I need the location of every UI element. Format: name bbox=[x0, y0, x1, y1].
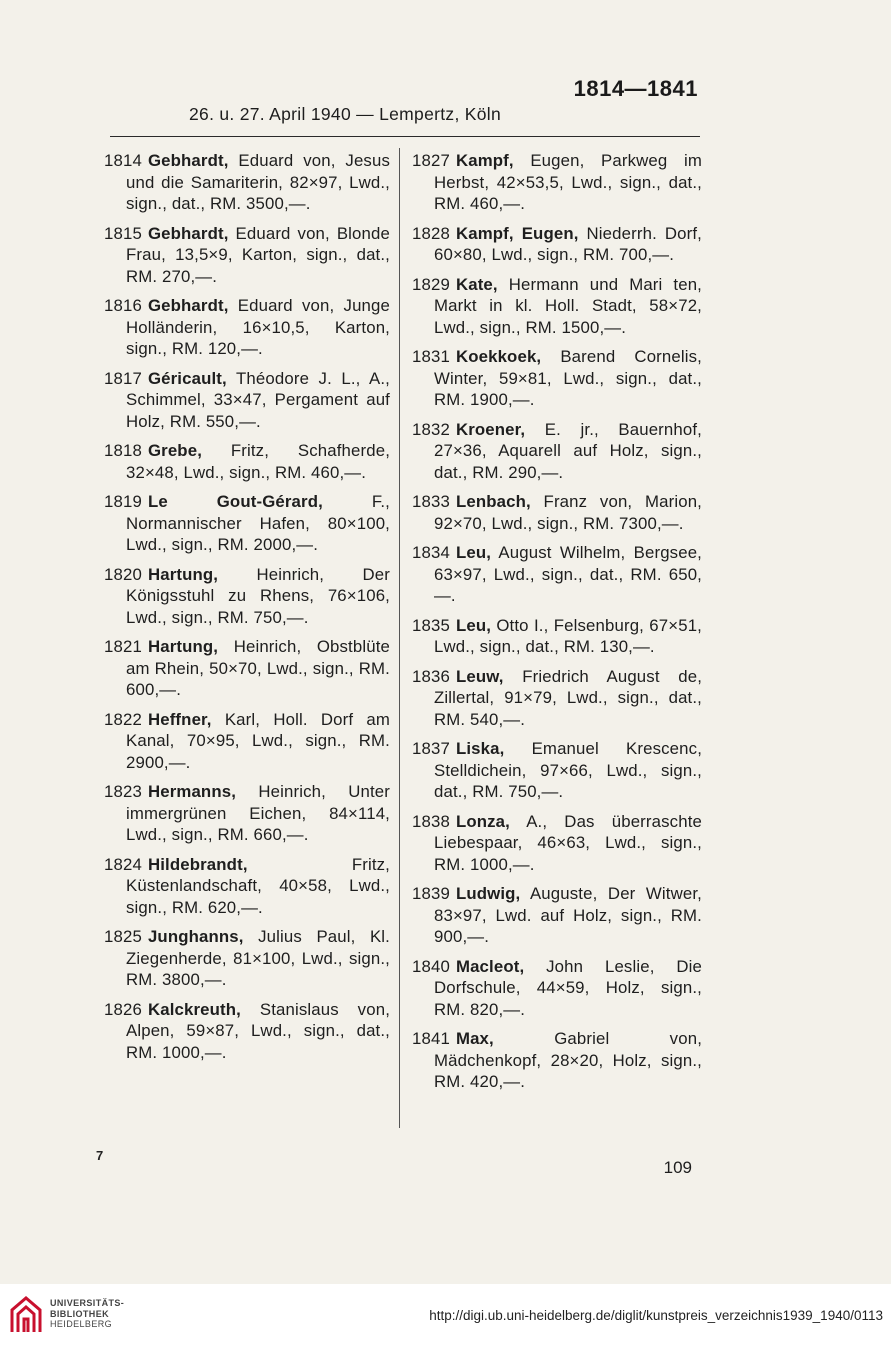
artist-name: Kate, bbox=[455, 274, 498, 294]
lot-description: August Wilhelm, Bergsee, 63×97, Lwd., sign., dat., RM. 650,—. bbox=[434, 543, 702, 605]
lot-description: F., Normannischer Hafen, 80×100, Lwd., sign., RM. 2000,—. bbox=[126, 492, 390, 554]
lot-number: 1840 bbox=[412, 956, 450, 976]
viewer-footer bbox=[0, 1284, 891, 1348]
library-name-line3: HEIDELBERG bbox=[50, 1319, 113, 1329]
right-column bbox=[412, 150, 702, 1101]
lot-description: Niederrh. Dorf, 60×80, Lwd., sign., RM. 700,—. bbox=[434, 223, 702, 264]
lot-description: John Leslie, Die Dorfschule, 44×59, Holz, sign., RM. 820,—. bbox=[434, 956, 702, 1019]
catalog-entry bbox=[104, 564, 390, 629]
lot-description: Barend Cornelis, Winter, 59×81, Lwd., sign., dat., RM. 1900,—. bbox=[434, 347, 702, 409]
lot-description: Emanuel Krescenc, Stelldichein, 97×66, Lwd., sign., dat., RM. 750,—. bbox=[434, 739, 703, 801]
lot-description: Fritz, Küstenlandschaft, 40×58, Lwd., sign., RM. 620,—. bbox=[126, 854, 390, 917]
catalog-entry bbox=[104, 295, 390, 360]
lot-number: 1832 bbox=[412, 419, 450, 439]
library-name bbox=[50, 1298, 124, 1330]
artist-name: Hartung, bbox=[147, 637, 219, 656]
lot-number: 1839 bbox=[412, 884, 450, 903]
lot-number: 1836 bbox=[412, 666, 450, 686]
catalog-entry bbox=[412, 666, 702, 731]
catalog-entry bbox=[412, 738, 702, 803]
catalog-entry bbox=[104, 150, 390, 215]
lot-description: Eduard von, Jesus und die Samariterin, 82×97, Lwd., sign., dat., RM. 3500,—. bbox=[126, 151, 390, 213]
artist-name: Ludwig, bbox=[455, 884, 521, 903]
catalog-entry bbox=[104, 999, 390, 1064]
catalog-entry bbox=[104, 223, 390, 288]
lot-number: 1824 bbox=[104, 854, 142, 874]
running-header: 26. u. 27. April 1940 — Lempertz, Köln bbox=[189, 104, 501, 124]
artist-name: Liska, bbox=[455, 739, 505, 758]
lot-description: Heinrich, Der Königsstuhl zu Rhens, 76×106, Lwd., sign., RM. 750,—. bbox=[126, 564, 390, 627]
catalog-entry bbox=[412, 346, 702, 411]
lot-description: Heinrich, Unter immergrünen Eichen, 84×114, Lwd., sign., RM. 660,—. bbox=[126, 782, 390, 844]
signature-mark: 7 bbox=[96, 1148, 104, 1163]
artist-name: Lonza, bbox=[455, 811, 510, 831]
artist-name: Gebhardt, bbox=[147, 151, 229, 170]
artist-name: Lenbach, bbox=[455, 492, 531, 511]
artist-name: Hartung, bbox=[147, 564, 219, 584]
artist-name: Max, bbox=[455, 1029, 494, 1048]
column-divider bbox=[399, 148, 400, 1128]
artist-name: Hermanns, bbox=[147, 782, 237, 801]
lot-number: 1821 bbox=[104, 637, 142, 656]
catalog-entry bbox=[412, 1028, 702, 1093]
artist-name: Macleot, bbox=[455, 956, 525, 976]
catalog-entry bbox=[412, 542, 702, 607]
library-logo-icon bbox=[8, 1292, 44, 1336]
lot-number: 1833 bbox=[412, 492, 450, 511]
artist-name: Leu, bbox=[455, 543, 492, 562]
lot-number: 1815 bbox=[104, 223, 142, 243]
artist-name: Koekkoek, bbox=[455, 347, 542, 366]
lot-number: 1838 bbox=[412, 811, 450, 831]
lot-description: Stanislaus von, Alpen, 59×87, Lwd., sign., dat., RM. 1000,—. bbox=[126, 999, 391, 1062]
artist-name: Grebe, bbox=[147, 441, 202, 460]
catalog-entry bbox=[104, 926, 390, 991]
library-name-line1: UNIVERSITÄTS- bbox=[50, 1298, 125, 1308]
lot-description: Eduard von, Junge Holländerin, 16×10,5, Karton, sign., RM. 120,—. bbox=[126, 296, 390, 358]
artist-name: Gebhardt, bbox=[147, 296, 229, 315]
artist-name: Gebhardt, bbox=[147, 223, 229, 243]
catalog-entry bbox=[412, 223, 702, 266]
lot-description: Théodore J. L., A., Schimmel, 33×47, Pergament auf Holz, RM. 550,—. bbox=[126, 368, 390, 431]
lot-number: 1837 bbox=[412, 739, 450, 758]
lot-number: 1827 bbox=[412, 151, 450, 170]
page-number: 109 bbox=[663, 1158, 692, 1177]
lot-description: Gabriel von, Mädchenkopf, 28×20, Holz, sign., RM. 420,—. bbox=[434, 1029, 703, 1091]
artist-name: Géricault, bbox=[147, 368, 227, 388]
lot-description: Julius Paul, Kl. Ziegenherde, 81×100, Lwd., sign., RM. 3800,—. bbox=[126, 927, 390, 989]
lot-number: 1826 bbox=[104, 999, 142, 1019]
lot-description: A., Das überraschte Liebespaar, 46×63, Lwd., sign., RM. 1000,—. bbox=[434, 811, 703, 874]
artist-name: Junghanns, bbox=[147, 927, 244, 946]
catalog-entry bbox=[412, 956, 702, 1021]
lot-number: 1834 bbox=[412, 543, 450, 562]
lot-description: Eduard von, Blonde Frau, 13,5×9, Karton, sign., dat., RM. 270,—. bbox=[126, 223, 390, 286]
catalog-entry bbox=[104, 709, 390, 774]
catalog-entry bbox=[412, 811, 702, 876]
catalog-entry bbox=[412, 883, 702, 948]
catalog-entry bbox=[104, 491, 390, 556]
artist-name: Leu, bbox=[455, 615, 492, 635]
lot-description: Eugen, Parkweg im Herbst, 42×53,5, Lwd., sign., dat., RM. 460,—. bbox=[434, 151, 703, 213]
catalog-entry bbox=[104, 368, 390, 433]
catalog-entry bbox=[104, 781, 390, 846]
catalog-entry bbox=[412, 419, 702, 484]
lot-description: Franz von, Marion, 92×70, Lwd., sign., RM. 7300,—. bbox=[434, 492, 702, 533]
lot-description: Auguste, Der Witwer, 83×97, Lwd. auf Holz, sign., RM. 900,—. bbox=[434, 884, 702, 946]
artist-name: Kalckreuth, bbox=[147, 999, 241, 1019]
catalog-entry bbox=[104, 636, 390, 701]
lot-number: 1818 bbox=[104, 441, 142, 460]
lot-description: Heinrich, Obstblüte am Rhein, 50×70, Lwd., sign., RM. 600,—. bbox=[126, 637, 390, 699]
lot-description: Fritz, Schafherde, 32×48, Lwd., sign., RM. 460,—. bbox=[126, 441, 391, 482]
lot-number: 1823 bbox=[104, 782, 142, 801]
artist-name: Le Gout-Gérard, bbox=[147, 492, 323, 511]
artist-name: Heffner, bbox=[147, 709, 212, 729]
catalog-entry bbox=[412, 150, 702, 215]
artist-name: Hildebrandt, bbox=[147, 854, 248, 874]
artist-name: Kroener, bbox=[455, 419, 526, 439]
artist-name: Kampf, bbox=[455, 151, 514, 170]
artist-name: Leuw, bbox=[455, 666, 504, 686]
header-rule bbox=[110, 136, 700, 137]
lot-number: 1831 bbox=[412, 347, 450, 366]
catalog-entry bbox=[412, 491, 702, 534]
lot-number: 1841 bbox=[412, 1029, 450, 1048]
catalog-entry bbox=[104, 440, 390, 483]
lot-description: Otto I., Felsenburg, 67×51, Lwd., sign., dat., RM. 130,—. bbox=[434, 615, 702, 656]
library-name-line2: BIBLIOTHEK bbox=[50, 1308, 109, 1319]
page-range-heading: 1814—1841 bbox=[573, 76, 698, 101]
lot-description: Karl, Holl. Dorf am Kanal, 70×95, Lwd., sign., RM. 2900,—. bbox=[126, 709, 390, 772]
lot-number: 1816 bbox=[104, 296, 142, 315]
lot-description: Hermann und Mari ten, Markt in kl. Holl. Stadt, 58×72, Lwd., sign., RM. 1500,—. bbox=[434, 274, 702, 337]
lot-description: Friedrich August de, Zillertal, 91×79, Lwd., sign., dat., RM. 540,—. bbox=[434, 666, 703, 729]
catalog-entry bbox=[104, 854, 390, 919]
lot-number: 1825 bbox=[104, 927, 142, 946]
lot-number: 1828 bbox=[412, 223, 450, 243]
catalog-entry bbox=[412, 274, 702, 339]
lot-number: 1817 bbox=[104, 368, 142, 388]
catalog-entry bbox=[412, 615, 702, 658]
source-url-link[interactable]: http://digi.ub.uni-heidelberg.de/diglit/kunstpreis_verzeichnis1939_1940/0113 bbox=[429, 1308, 883, 1323]
lot-number: 1820 bbox=[104, 564, 142, 584]
lot-number: 1819 bbox=[104, 492, 142, 511]
lot-number: 1835 bbox=[412, 615, 450, 635]
lot-number: 1822 bbox=[104, 709, 142, 729]
left-column bbox=[104, 150, 390, 1071]
artist-name: Kampf, Eugen, bbox=[455, 223, 579, 243]
lot-description: E. jr., Bauernhof, 27×36, Aquarell auf Holz, sign., dat., RM. 290,—. bbox=[434, 419, 702, 482]
lot-number: 1829 bbox=[412, 274, 450, 294]
lot-number: 1814 bbox=[104, 151, 142, 170]
